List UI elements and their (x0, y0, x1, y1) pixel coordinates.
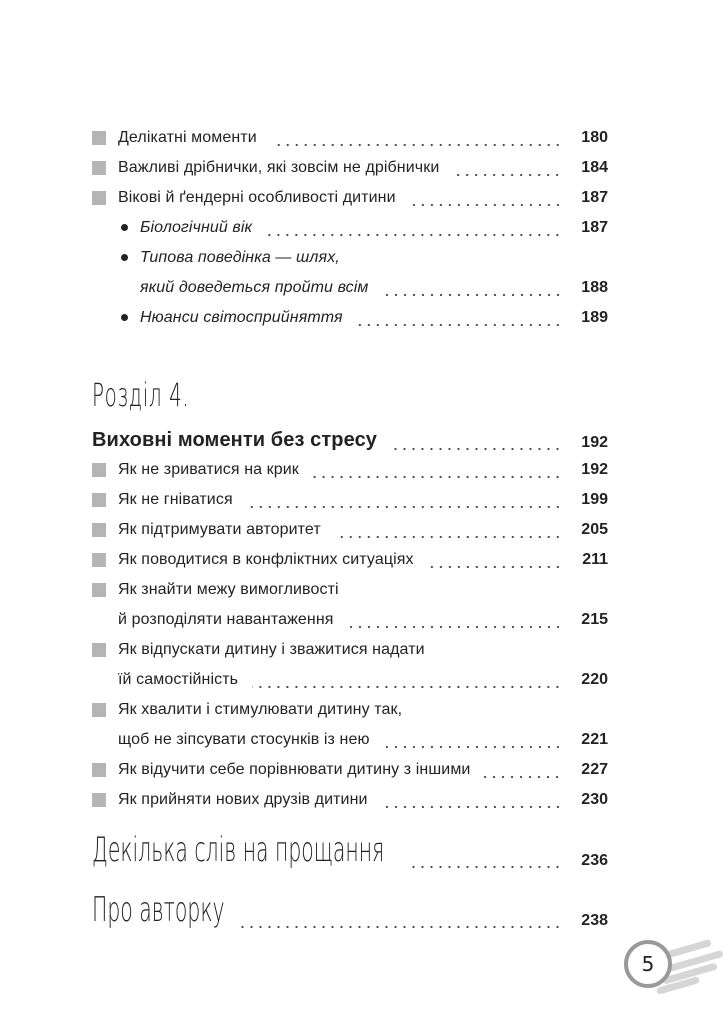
dot-leader (357, 308, 562, 328)
dot-leader (410, 188, 562, 208)
toc-entry-title-cont: щоб не зіпсувати стосунків із нею (118, 731, 370, 748)
toc-entry[interactable] (92, 454, 608, 480)
square-bullet-icon (92, 703, 106, 717)
dot-leader (313, 460, 562, 480)
toc-subentry-line1[interactable] (92, 242, 608, 268)
section-page: 236 (581, 852, 608, 869)
dot-leader (453, 158, 562, 178)
toc-entry-title-cont: й розподіляти навантаження (118, 611, 334, 628)
toc-entry-page: 211 (582, 551, 608, 568)
toc-entry-title: Як прийняти нових друзів дитини (118, 791, 368, 808)
toc-entry-title: Як хвалити і стимулювати дитину так, (118, 701, 403, 718)
dot-leader (407, 850, 562, 870)
toc-entry[interactable] (92, 514, 608, 540)
toc-entry[interactable] (92, 484, 608, 510)
round-bullet-icon (121, 314, 128, 321)
toc-subentry-title: Нюанси світосприйняття (140, 309, 343, 326)
dot-leader (252, 670, 562, 690)
toc-entry-line2[interactable] (92, 664, 608, 690)
toc-entry-page: 221 (581, 731, 608, 748)
toc-entry-page: 215 (581, 611, 608, 628)
toc-section-author[interactable] (92, 886, 608, 930)
square-bullet-icon (92, 553, 106, 567)
square-bullet-icon (92, 131, 106, 145)
toc-subentry-page: 188 (581, 279, 608, 296)
toc-entry-title: Як знайти межу вимогливості (118, 581, 339, 598)
toc-subentry[interactable] (92, 212, 608, 238)
toc-entry-title: Важливі дрібнички, які зовсім не дрібнички (118, 159, 440, 176)
toc-entry-title: Як не зриватися на крик (118, 461, 299, 478)
dot-leader (382, 790, 562, 810)
dot-leader (271, 128, 562, 148)
dot-leader (247, 490, 562, 510)
toc-subentry-line2[interactable] (92, 272, 608, 298)
toc-entry[interactable] (92, 182, 608, 208)
section-title: Декілька слів на прощання (92, 830, 385, 870)
chapter-page: 192 (581, 434, 608, 451)
toc-entry-page: 227 (581, 761, 608, 778)
dot-leader (383, 278, 563, 298)
toc-entry-title: Як відучити себе порівнювати дитину з іншими (118, 761, 471, 778)
toc-entry-title: Як відпускати дитину і зважитися надати (118, 641, 425, 658)
toc-entry-line2[interactable] (92, 604, 608, 630)
square-bullet-icon (92, 763, 106, 777)
toc-entry-page: 220 (581, 671, 608, 688)
toc-subentry-title-cont: який доведеться пройти всім (140, 279, 369, 296)
toc-entry-page: 205 (581, 521, 608, 538)
toc-subentry-page: 189 (581, 309, 608, 326)
dot-leader (335, 520, 562, 540)
round-bullet-icon (121, 224, 128, 231)
toc-entry-title-cont: їй самостійність (118, 671, 239, 688)
chapter-title: Виховні моменти без стресу (92, 429, 378, 451)
dot-leader (484, 760, 562, 780)
toc-entry-title: Як не гніватися (118, 491, 233, 508)
dot-leader (348, 610, 562, 630)
square-bullet-icon (92, 523, 106, 537)
square-bullet-icon (92, 493, 106, 507)
section-title-box (92, 830, 385, 870)
toc-entry-title: Як поводитися в конфліктних ситуаціях (118, 551, 414, 568)
toc-section-farewell[interactable] (92, 826, 608, 870)
toc-entry-title: Як підтримувати авторитет (118, 521, 321, 538)
toc-entry-line1[interactable] (92, 634, 608, 660)
toc-subentry-title: Типова поведінка — шлях, (140, 249, 340, 266)
toc-entry[interactable] (92, 544, 608, 570)
dot-leader (428, 550, 562, 570)
toc-entry-page: 199 (581, 491, 608, 508)
square-bullet-icon (92, 191, 106, 205)
toc-entry-title: Делікатні моменти (118, 129, 257, 146)
dot-leader (384, 730, 562, 750)
square-bullet-icon (92, 643, 106, 657)
toc-subentry[interactable] (92, 302, 608, 328)
toc-subentry-page: 187 (581, 219, 608, 236)
toc-entry-line2[interactable] (92, 724, 608, 750)
toc-entry[interactable] (92, 754, 608, 780)
page-number: 5 (624, 940, 672, 988)
toc-entry-page: 192 (581, 461, 608, 478)
section-page: 238 (581, 912, 608, 929)
section-title: Про авторку (92, 890, 225, 930)
chapter-label: Розділ 4. (92, 376, 190, 414)
toc-entry-page: 184 (581, 159, 608, 176)
toc-subentry-title: Біологічний вік (140, 219, 253, 236)
square-bullet-icon (92, 583, 106, 597)
toc-entry-page: 180 (581, 129, 608, 146)
dot-leader (266, 218, 562, 238)
page-number-badge (620, 934, 725, 1004)
section-title-box (92, 890, 225, 930)
round-bullet-icon (121, 254, 128, 261)
square-bullet-icon (92, 793, 106, 807)
chapter-title-entry[interactable] (92, 424, 608, 452)
dot-leader (235, 910, 562, 930)
toc-entry-line1[interactable] (92, 574, 608, 600)
toc-entry-page: 230 (581, 791, 608, 808)
dot-leader (391, 432, 562, 452)
square-bullet-icon (92, 161, 106, 175)
toc-entry[interactable] (92, 152, 608, 178)
toc-entry-page: 187 (581, 189, 608, 206)
toc-entry-title: Вікові й ґендерні особливості дитини (118, 189, 396, 206)
toc-entry[interactable] (92, 122, 608, 148)
toc-entry[interactable] (92, 784, 608, 810)
toc-entry-line1[interactable] (92, 694, 608, 720)
square-bullet-icon (92, 463, 106, 477)
